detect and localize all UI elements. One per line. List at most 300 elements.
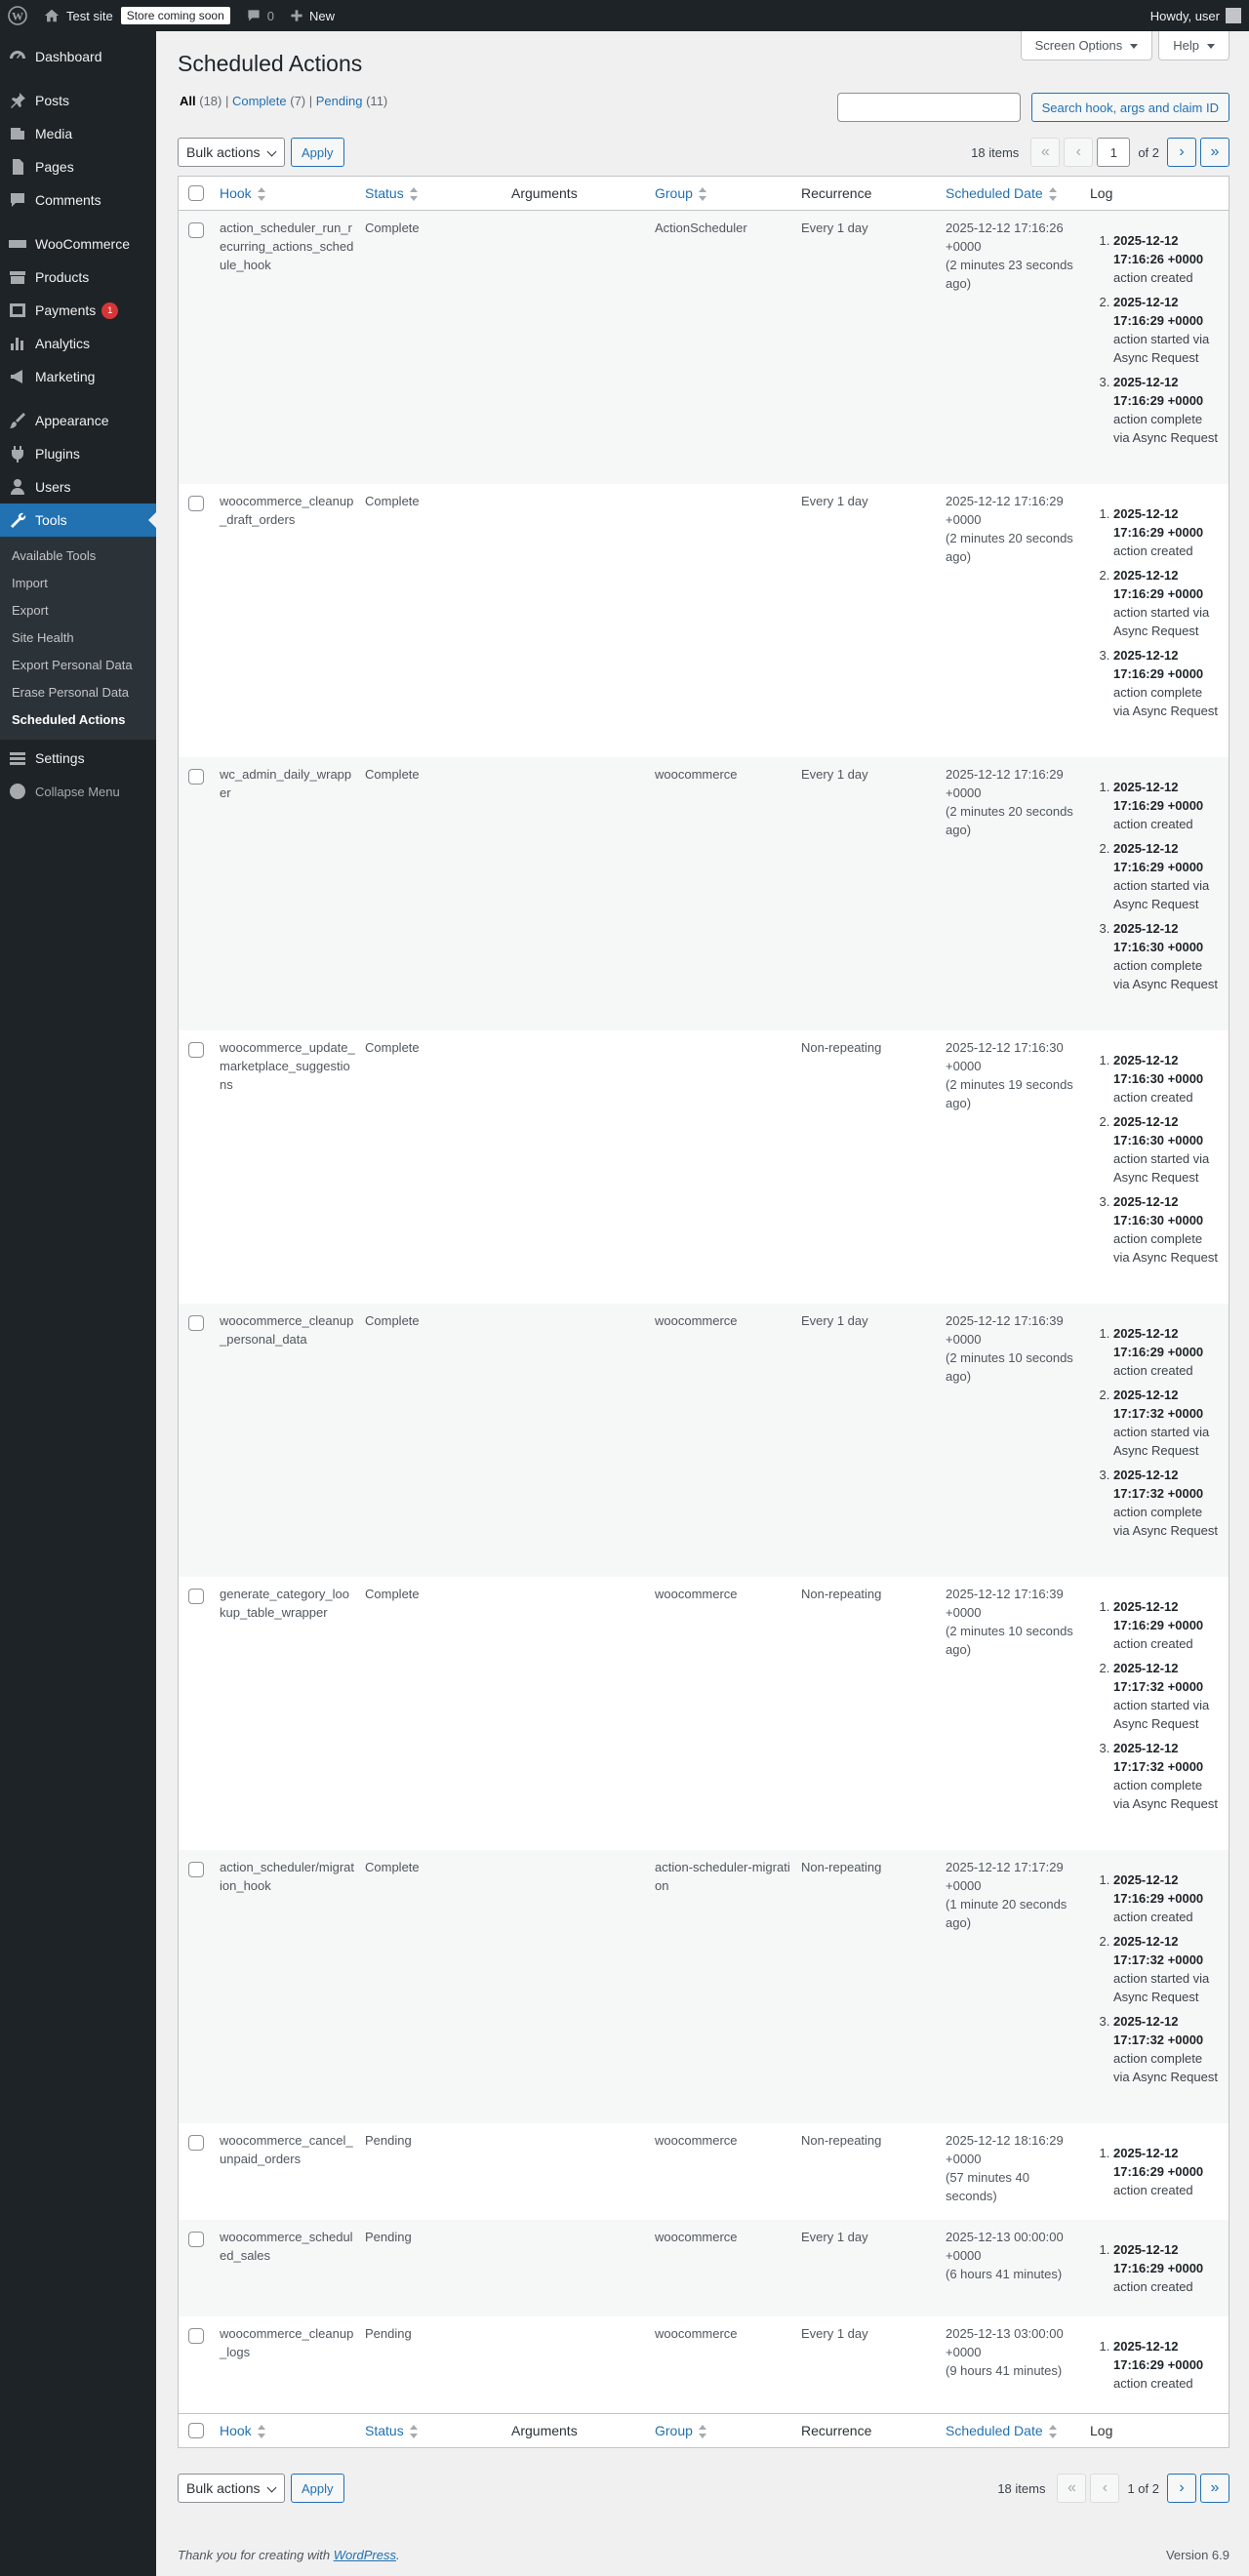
admin-bar [0, 0, 1249, 31]
total-pages: of 2 [1138, 144, 1159, 160]
log-entry [1113, 1659, 1229, 1733]
scheduled-date-cell [944, 1858, 1088, 2123]
arguments-cell [509, 1038, 653, 1304]
menu-label: Tools [35, 512, 67, 528]
status-filters: All (18) | Complete (7) | Pending (11) [180, 94, 388, 108]
log-cell [1088, 219, 1229, 484]
status-cell: Complete [365, 1040, 420, 1055]
select-all-checkbox[interactable] [188, 185, 204, 201]
hook-cell: woocommerce_cleanup_draft_orders [220, 494, 354, 527]
menu-pages[interactable] [0, 150, 156, 183]
hook-cell: woocommerce_scheduled_sales [220, 2230, 353, 2263]
log-timestamp: 2025-12-12 17:16:29 +0000 [1113, 375, 1204, 408]
prev-page-button: ‹ [1064, 138, 1093, 167]
tools-submenu [0, 537, 156, 740]
log-cell [1088, 2324, 1229, 2413]
recurrence-cell: Every 1 day [801, 2230, 868, 2244]
menu-users[interactable] [0, 470, 156, 503]
howdy-text: Howdy, user [1149, 8, 1220, 23]
help-button[interactable] [1158, 31, 1229, 60]
log-message: action created [1113, 1636, 1193, 1651]
status-cell: Complete [365, 494, 420, 508]
log-timestamp: 2025-12-12 17:16:29 +0000 [1113, 780, 1204, 813]
menu-label: Comments [35, 192, 101, 208]
column-group: Group [655, 184, 693, 201]
scheduled-date: 2025-12-13 03:00:00 +0000 [946, 2326, 1064, 2359]
site-name: Test site [66, 8, 113, 23]
items-count: 18 items [997, 2480, 1046, 2496]
comment-icon [246, 8, 262, 23]
relative-time: (2 minutes 20 seconds ago) [946, 804, 1073, 837]
table-row [179, 2316, 1229, 2413]
column-hook: Hook [220, 184, 252, 201]
relative-time: (6 hours 41 minutes) [946, 2267, 1063, 2281]
select-all-checkbox-bottom[interactable] [188, 2423, 204, 2438]
row-checkbox[interactable] [188, 769, 204, 785]
log-message: action created [1113, 817, 1193, 831]
scheduled-date-cell [944, 492, 1088, 757]
chevron-down-icon [267, 147, 277, 157]
scheduled-date: 2025-12-13 00:00:00 +0000 [946, 2230, 1064, 2263]
menu-comments[interactable] [0, 183, 156, 217]
payments-badge: 1 [101, 302, 118, 319]
log-message: action created [1113, 270, 1193, 285]
sort-icon [258, 2425, 265, 2438]
log-entry [1113, 919, 1229, 993]
admin-footer [178, 2548, 1229, 2562]
log-entry [1113, 778, 1229, 833]
relative-time: (9 hours 41 minutes) [946, 2363, 1063, 2378]
hook-cell: wc_admin_daily_wrapper [220, 767, 352, 800]
scheduled-date: 2025-12-12 18:16:29 +0000 [946, 2133, 1064, 2166]
next-page-button[interactable]: › [1167, 138, 1196, 167]
status-cell: Complete [365, 1587, 420, 1601]
footer-thanks-text: Thank you for creating with [178, 2548, 334, 2562]
log-cell [1088, 1585, 1229, 1850]
menu-label: Analytics [35, 336, 91, 351]
prev-page-button: ‹ [1090, 2474, 1119, 2503]
menu-label: Posts [35, 93, 70, 108]
admin-menu [0, 31, 156, 2576]
submenu-site-health[interactable]: Site Health [12, 630, 74, 645]
sort-hook-bottom[interactable] [220, 2423, 265, 2438]
scheduled-date-cell [944, 2228, 1088, 2316]
table-body [179, 211, 1229, 2413]
log-entry [1113, 566, 1229, 640]
group-cell: ActionScheduler [655, 221, 747, 235]
log-timestamp: 2025-12-12 17:16:30 +0000 [1113, 1114, 1204, 1147]
column-arguments: Arguments [511, 2423, 578, 2438]
menu-settings[interactable] [0, 742, 156, 775]
log-entry [1113, 2012, 1229, 2086]
pagination-top [971, 138, 1229, 167]
current-page-input[interactable]: 1 [1097, 138, 1130, 167]
pagination-bottom [997, 2474, 1229, 2503]
menu-label: Marketing [35, 369, 96, 384]
pushpin-icon [8, 91, 27, 110]
submenu-erase-personal-data[interactable]: Erase Personal Data [12, 685, 129, 700]
log-cell [1088, 765, 1229, 1030]
menu-label: Dashboard [35, 49, 102, 64]
bulk-actions-select[interactable] [178, 138, 285, 167]
paintbrush-icon [8, 411, 27, 430]
table-row [179, 484, 1229, 757]
log-timestamp: 2025-12-12 17:17:32 +0000 [1113, 1741, 1204, 1774]
comments-icon [8, 190, 27, 210]
arguments-cell [509, 1311, 653, 1577]
last-page-button[interactable]: » [1200, 138, 1229, 167]
svg-text:W: W [12, 9, 23, 23]
items-count: 18 items [971, 144, 1020, 160]
filter-all-count: (18) [199, 94, 222, 108]
sort-icon [410, 187, 418, 201]
submenu-export[interactable]: Export [12, 603, 49, 618]
relative-time: (2 minutes 10 seconds ago) [946, 1350, 1073, 1384]
bulk-actions-select-bottom[interactable] [178, 2474, 285, 2503]
avatar [1226, 8, 1241, 23]
footer-thanks [178, 2548, 400, 2562]
recurrence-cell: Non-repeating [801, 1587, 882, 1601]
scheduled-date-cell [944, 1038, 1088, 1304]
first-page-button: « [1030, 138, 1060, 167]
recurrence-cell: Non-repeating [801, 1860, 882, 1874]
log-message: action complete via Async Request [1113, 2051, 1218, 2084]
media-icon [8, 124, 27, 143]
column-arguments: Arguments [511, 185, 578, 201]
site-name-link[interactable] [35, 0, 238, 31]
new-label: New [308, 8, 335, 23]
scheduled-date-cell [944, 2324, 1088, 2413]
sort-icon [410, 2425, 418, 2438]
menu-label: Appearance [35, 413, 109, 428]
table-row [179, 211, 1229, 484]
row-checkbox[interactable] [188, 2328, 204, 2344]
menu-tools[interactable] [0, 503, 156, 537]
scheduled-date: 2025-12-12 17:16:29 +0000 [946, 494, 1064, 527]
row-checkbox[interactable] [188, 2232, 204, 2247]
log-entry [1113, 1112, 1229, 1187]
caret-down-icon [1207, 44, 1215, 53]
log-timestamp: 2025-12-12 17:16:29 +0000 [1113, 295, 1204, 328]
table-row [179, 1577, 1229, 1850]
log-message: action started via Async Request [1113, 332, 1210, 365]
log-timestamp: 2025-12-12 17:16:29 +0000 [1113, 1326, 1204, 1359]
log-timestamp: 2025-12-12 17:16:29 +0000 [1113, 506, 1204, 540]
log-timestamp: 2025-12-12 17:17:32 +0000 [1113, 1468, 1204, 1501]
log-message: action created [1113, 2183, 1193, 2197]
recurrence-cell: Every 1 day [801, 494, 868, 508]
apply-button[interactable]: Apply [291, 138, 344, 167]
apply-button-bottom[interactable]: Apply [291, 2474, 344, 2503]
page-title: Scheduled Actions [178, 51, 363, 76]
users-icon [8, 477, 27, 497]
log-cell [1088, 1038, 1229, 1304]
column-scheduled-date: Scheduled Date [946, 184, 1043, 201]
status-cell: Pending [365, 2230, 412, 2244]
row-checkbox[interactable] [188, 496, 204, 511]
chevron-down-icon [267, 2483, 277, 2493]
menu-posts[interactable] [0, 84, 156, 117]
log-message: action complete via Async Request [1113, 958, 1218, 991]
log-entry [1113, 504, 1229, 560]
table-row [179, 1850, 1229, 2123]
search-button[interactable]: Search hook, args and claim ID [1031, 93, 1229, 122]
comments-count: 0 [266, 8, 274, 23]
log-entry [1113, 1324, 1229, 1380]
menu-label: Plugins [35, 446, 80, 462]
menu-label: Settings [35, 750, 85, 766]
log-message: action complete via Async Request [1113, 1505, 1218, 1538]
log-entry [1113, 2337, 1229, 2393]
log-timestamp: 2025-12-12 17:16:29 +0000 [1113, 841, 1204, 874]
table-row [179, 1304, 1229, 1577]
caret-down-icon [1130, 44, 1138, 53]
recurrence-cell: Every 1 day [801, 221, 868, 235]
log-message: action started via Async Request [1113, 878, 1210, 911]
relative-time: (57 minutes 40 seconds) [946, 2170, 1029, 2203]
wordpress-logo-icon[interactable] [0, 0, 35, 31]
wrench-icon [8, 510, 27, 530]
submenu-import[interactable]: Import [12, 576, 48, 590]
hook-cell: woocommerce_cleanup_logs [220, 2326, 354, 2359]
column-scheduled-date: Scheduled Date [946, 2422, 1043, 2438]
filter-pending-count: (11) [366, 94, 388, 108]
menu-label: Products [35, 269, 90, 285]
sort-status[interactable] [365, 185, 418, 201]
sort-icon [699, 187, 706, 201]
first-page-button: « [1057, 2474, 1086, 2503]
page-of-pages: 1 of 2 [1127, 2480, 1159, 2496]
sort-group-bottom[interactable] [655, 2423, 706, 2438]
log-message: action started via Async Request [1113, 605, 1210, 638]
sort-group[interactable] [655, 185, 706, 201]
menu-appearance[interactable] [0, 404, 156, 437]
log-message: action created [1113, 1910, 1193, 1924]
submenu-export-personal-data[interactable]: Export Personal Data [12, 658, 133, 672]
pages-icon [8, 157, 27, 177]
log-message: action complete via Async Request [1113, 1231, 1218, 1265]
log-message: action created [1113, 2279, 1193, 2294]
table-row [179, 2220, 1229, 2316]
row-checkbox[interactable] [188, 1589, 204, 1604]
menu-dashboard[interactable] [0, 40, 156, 73]
arguments-cell [509, 219, 653, 484]
group-cell: woocommerce [655, 1587, 738, 1601]
log-timestamp: 2025-12-12 17:17:32 +0000 [1113, 1661, 1204, 1694]
group-cell: woocommerce [655, 1313, 738, 1328]
scheduled-date-cell [944, 765, 1088, 1030]
menu-woocommerce[interactable] [0, 227, 156, 261]
status-cell: Complete [365, 767, 420, 782]
relative-time: (2 minutes 20 seconds ago) [946, 531, 1073, 564]
search-input[interactable] [837, 93, 1021, 122]
footer-version: Version 6.9 [1165, 2548, 1229, 2562]
menu-marketing[interactable] [0, 360, 156, 393]
plus-icon [290, 9, 303, 22]
relative-time: (1 minute 20 seconds ago) [946, 1897, 1068, 1930]
log-cell [1088, 1858, 1229, 2123]
arguments-cell [509, 2228, 653, 2316]
footer-thanks-end: . [396, 2548, 400, 2562]
scheduled-date-cell [944, 219, 1088, 484]
sort-status-bottom[interactable] [365, 2423, 418, 2438]
log-entry [1113, 839, 1229, 913]
group-cell [653, 1038, 799, 1304]
menu-label: WooCommerce [35, 236, 130, 252]
arguments-cell [509, 1858, 653, 2123]
table-row [179, 757, 1229, 1030]
comments-link[interactable] [238, 0, 282, 31]
woocommerce-icon [8, 234, 27, 254]
sort-scheduled-date[interactable] [946, 185, 1057, 201]
log-entry [1113, 1932, 1229, 2006]
log-timestamp: 2025-12-12 17:16:29 +0000 [1113, 1599, 1204, 1632]
arguments-cell [509, 1585, 653, 1850]
plugin-icon [8, 444, 27, 463]
filter-complete[interactable]: Complete [231, 94, 287, 108]
menu-products[interactable] [0, 261, 156, 294]
row-checkbox[interactable] [188, 222, 204, 238]
next-page-button[interactable]: › [1167, 2474, 1196, 2503]
status-cell: Complete [365, 1860, 420, 1874]
log-message: action started via Async Request [1113, 1971, 1210, 2004]
log-message: action complete via Async Request [1113, 685, 1218, 718]
filter-pending[interactable]: Pending [315, 94, 363, 108]
relative-time: (2 minutes 23 seconds ago) [946, 258, 1073, 291]
relative-time: (2 minutes 19 seconds ago) [946, 1077, 1073, 1110]
log-entry [1113, 1871, 1229, 1926]
group-cell [653, 492, 799, 757]
scheduled-date-cell [944, 2131, 1088, 2220]
log-entry [1113, 1192, 1229, 1267]
sort-icon [1049, 2425, 1057, 2438]
sort-hook[interactable] [220, 185, 265, 201]
recurrence-cell: Every 1 day [801, 767, 868, 782]
megaphone-icon [8, 367, 27, 386]
hook-cell: woocommerce_cancel_unpaid_orders [220, 2133, 353, 2166]
submenu-available-tools[interactable]: Available Tools [12, 548, 97, 563]
scheduled-date-cell [944, 1585, 1088, 1850]
log-entry [1113, 293, 1229, 367]
group-cell: action-scheduler-migration [655, 1860, 790, 1893]
menu-media[interactable] [0, 117, 156, 150]
log-timestamp: 2025-12-12 17:17:32 +0000 [1113, 1388, 1204, 1421]
wordpress-link[interactable]: WordPress [333, 2548, 396, 2562]
log-cell [1088, 2131, 1229, 2220]
sort-icon [699, 2425, 706, 2438]
dashboard-icon [8, 47, 27, 66]
column-log: Log [1090, 185, 1113, 201]
sort-scheduled-date-bottom[interactable] [946, 2423, 1057, 2438]
menu-label: Pages [35, 159, 74, 175]
log-message: action started via Async Request [1113, 1698, 1210, 1731]
log-entry [1113, 1466, 1229, 1540]
dollar-icon [8, 301, 27, 320]
log-timestamp: 2025-12-12 17:17:32 +0000 [1113, 2014, 1204, 2047]
submenu-scheduled-actions[interactable]: Scheduled Actions [12, 712, 126, 727]
my-account[interactable] [1143, 0, 1249, 31]
screen-options-label: Screen Options [1034, 38, 1123, 53]
log-message: action started via Async Request [1113, 1151, 1210, 1185]
menu-payments[interactable] [0, 294, 156, 327]
recurrence-cell: Non-repeating [801, 2133, 882, 2148]
scheduled-date: 2025-12-12 17:17:29 +0000 [946, 1860, 1064, 1893]
recurrence-cell: Every 1 day [801, 2326, 868, 2341]
log-timestamp: 2025-12-12 17:16:30 +0000 [1113, 1053, 1204, 1086]
log-message: action started via Async Request [1113, 1425, 1210, 1458]
row-checkbox[interactable] [188, 1862, 204, 1877]
home-icon [43, 7, 60, 24]
row-checkbox[interactable] [188, 1315, 204, 1331]
column-status: Status [365, 2422, 404, 2438]
row-checkbox[interactable] [188, 2135, 204, 2151]
log-timestamp: 2025-12-12 17:17:32 +0000 [1113, 1934, 1204, 1967]
tablenav-top [178, 138, 1229, 167]
status-cell: Pending [365, 2133, 412, 2148]
bulk-actions-label: Bulk actions [186, 144, 261, 160]
tablenav-bottom [178, 2474, 1229, 2503]
log-message: action created [1113, 2376, 1193, 2391]
status-cell: Complete [365, 1313, 420, 1328]
status-cell: Pending [365, 2326, 412, 2341]
log-cell [1088, 492, 1229, 757]
hook-cell: woocommerce_update_marketplace_suggestions [220, 1040, 355, 1092]
new-content-link[interactable] [282, 0, 342, 31]
log-timestamp: 2025-12-12 17:16:29 +0000 [1113, 1872, 1204, 1906]
store-coming-soon-badge[interactable]: Store coming soon [121, 7, 230, 24]
scheduled-date: 2025-12-12 17:16:26 +0000 [946, 221, 1064, 254]
menu-plugins[interactable] [0, 437, 156, 470]
archive-icon [8, 267, 27, 287]
last-page-button[interactable]: » [1200, 2474, 1229, 2503]
scheduled-date-cell [944, 1311, 1088, 1577]
row-checkbox[interactable] [188, 1042, 204, 1058]
log-timestamp: 2025-12-12 17:16:29 +0000 [1113, 568, 1204, 601]
hook-cell: action_scheduler/migration_hook [220, 1860, 355, 1893]
log-entry [1113, 1386, 1229, 1460]
scheduled-actions-table [178, 176, 1229, 2448]
log-message: action created [1113, 543, 1193, 558]
recurrence-cell: Every 1 day [801, 1313, 868, 1328]
table-footer [179, 2413, 1229, 2447]
filter-all[interactable]: All [180, 94, 196, 108]
log-entry [1113, 231, 1229, 287]
log-cell [1088, 1311, 1229, 1577]
group-cell: woocommerce [655, 767, 738, 782]
menu-analytics[interactable] [0, 327, 156, 360]
sort-icon [258, 187, 265, 201]
menu-label: Payments [35, 302, 97, 318]
scheduled-date: 2025-12-12 17:16:39 +0000 [946, 1313, 1064, 1347]
log-entry [1113, 2240, 1229, 2296]
screen-options-button[interactable] [1021, 31, 1153, 60]
group-cell: woocommerce [655, 2230, 738, 2244]
column-recurrence: Recurrence [801, 2423, 872, 2438]
log-entry [1113, 2144, 1229, 2199]
sort-icon [1049, 187, 1057, 201]
collapse-icon [10, 784, 25, 799]
table-row [179, 1030, 1229, 1304]
log-timestamp: 2025-12-12 17:16:29 +0000 [1113, 2339, 1204, 2372]
log-message: action created [1113, 1363, 1193, 1378]
column-status: Status [365, 184, 404, 201]
group-cell: woocommerce [655, 2133, 738, 2148]
filter-complete-count: (7) [290, 94, 306, 108]
column-group: Group [655, 2422, 693, 2438]
recurrence-cell: Non-repeating [801, 1040, 882, 1055]
settings-icon [8, 748, 27, 768]
collapse-menu-button[interactable] [0, 775, 156, 808]
